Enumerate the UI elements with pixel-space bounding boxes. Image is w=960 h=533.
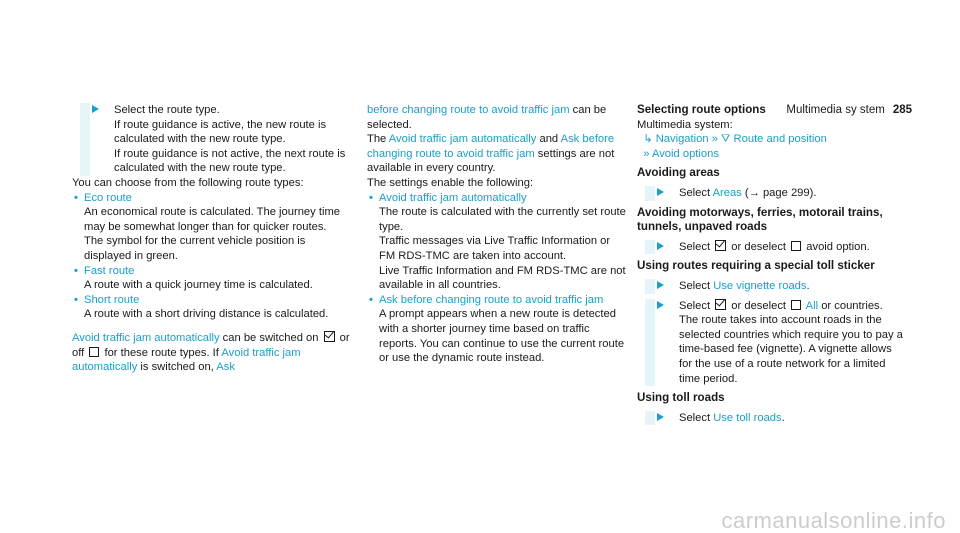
step-bar <box>645 411 655 426</box>
step-toll-roads <box>637 411 905 426</box>
step-bar <box>645 240 655 255</box>
checkbox-checked-icon <box>715 299 726 310</box>
list-item-eco <box>72 191 352 264</box>
paragraph: Avoid traffic jam automatically can be switched on or off for these route types. If Avoid traffic jam automatically is switched on, Ask <box>72 331 350 374</box>
column-1 <box>72 103 352 375</box>
arrow-icon <box>657 281 664 289</box>
option-ask-before: Ask before changing route to avoid traffic jam <box>379 293 604 306</box>
page-number: 285 <box>892 104 912 116</box>
step-text: Select the route type. <box>114 104 220 116</box>
paragraph: A route with a short driving distance is calculated. <box>84 308 329 321</box>
paragraph: An economical route is calculated. The journey time may be somewhat longer than for quicker routes. <box>84 206 340 233</box>
navigation-icon: ⛛ <box>721 133 731 146</box>
nav-path: » Avoid options <box>643 147 719 160</box>
step-select-countries <box>637 299 905 387</box>
paragraph: Live Traffic Information and FM RDS-TMC are not available in all countries. <box>379 264 626 292</box>
forward-icon: » <box>643 147 650 160</box>
column-2 <box>367 103 629 366</box>
paragraph: If route guidance is not active, the next route is calculated with the new route type. <box>114 147 346 175</box>
paragraph: You can choose from the following route types: <box>72 176 304 189</box>
paragraph: A route with a quick journey time is calculated. <box>84 279 313 292</box>
step-text: Select Areas (→ page 299). <box>679 186 817 199</box>
step-text: Select Use toll roads. <box>679 411 785 424</box>
step-avoid-option <box>637 240 905 255</box>
paragraph: The route takes into account roads in the selected countries which require you to pay a time-based fee (vignette). A vignette allows for the use of a route network for a limited time period. <box>679 314 903 385</box>
list-item-fast <box>72 264 352 293</box>
paragraph: Multimedia system: <box>637 118 733 131</box>
arrow-icon <box>657 188 664 196</box>
option-eco-route: Eco route <box>84 191 132 204</box>
heading-toll-sticker: Using routes requiring a special toll sticker <box>637 259 875 273</box>
option-fast-route: Fast route <box>84 264 135 277</box>
step-bar <box>645 279 655 294</box>
checkbox-checked-icon <box>324 331 335 342</box>
paragraph: The settings enable the following: <box>367 176 534 189</box>
bullet-icon: • <box>74 191 78 204</box>
paragraph: A prompt appears when a new route is detected with a shorter journey time based on traffic reports. You can continue to use the current route or use the dynamic route instead. <box>379 308 625 365</box>
bullet-icon: • <box>74 293 78 306</box>
nav-path: ↳ Navigation » ⛛ Route and position <box>643 133 827 146</box>
paragraph: before changing route to avoid traffic jam can be selected. <box>367 104 607 131</box>
column-3 <box>637 103 905 425</box>
option-avoid-traffic: Avoid traffic jam automatically <box>379 191 527 204</box>
step-vignette-roads <box>637 279 905 294</box>
forward-icon: » <box>711 133 718 146</box>
step-text: Select Use vignette roads. <box>679 279 810 292</box>
section-title: Multimedia sy stem <box>786 104 885 116</box>
arrow-icon <box>657 242 664 250</box>
paragraph: The symbol for the current vehicle position is displayed in green. <box>84 235 306 262</box>
watermark: carmanualsonline.info <box>721 508 946 533</box>
step-text: Select or deselect avoid option. <box>679 240 870 253</box>
arrow-icon <box>657 413 664 421</box>
option-short-route: Short route <box>84 293 140 306</box>
step-bar <box>645 186 655 201</box>
paragraph: The Avoid traffic jam automatically and Ask before changing route to avoid traffic jam settings are not available in every country. <box>367 133 615 175</box>
heading-avoiding-motorways: Avoiding motorways, ferries, motorail trains, tunnels, unpaved roads <box>637 205 883 234</box>
arrow-icon <box>92 105 99 113</box>
arrow-icon <box>657 301 664 309</box>
list-item-short <box>72 293 352 322</box>
heading-toll-roads: Using toll roads <box>637 391 725 405</box>
heading-route-options: Selecting route options <box>637 103 766 116</box>
step-select-route-type <box>72 103 352 176</box>
bullet-icon: • <box>74 264 78 277</box>
checkbox-empty-icon <box>791 241 801 251</box>
step-bar <box>645 299 655 387</box>
nav-arrow-icon: ↳ <box>643 133 653 146</box>
paragraph: The route is calculated with the currently set route type. <box>379 206 626 233</box>
paragraph: Traffic messages via Live Traffic Information or FM RDS-TMC are taken into account. <box>379 235 611 262</box>
paragraph: If route guidance is active, the new route is calculated with the new route type. <box>114 118 327 146</box>
list-item-ask-before <box>367 293 629 366</box>
checkbox-empty-icon <box>89 347 99 357</box>
step-text: Select or deselect All or countries. <box>679 299 883 312</box>
list-item-avoid-traffic <box>367 191 629 293</box>
checkbox-checked-icon <box>715 240 726 251</box>
step-select-areas <box>637 186 905 201</box>
bullet-icon: • <box>369 293 373 306</box>
checkbox-empty-icon <box>791 300 801 310</box>
step-bar <box>80 103 90 176</box>
bullet-icon: • <box>369 191 373 204</box>
heading-avoiding-areas: Avoiding areas <box>637 166 720 180</box>
